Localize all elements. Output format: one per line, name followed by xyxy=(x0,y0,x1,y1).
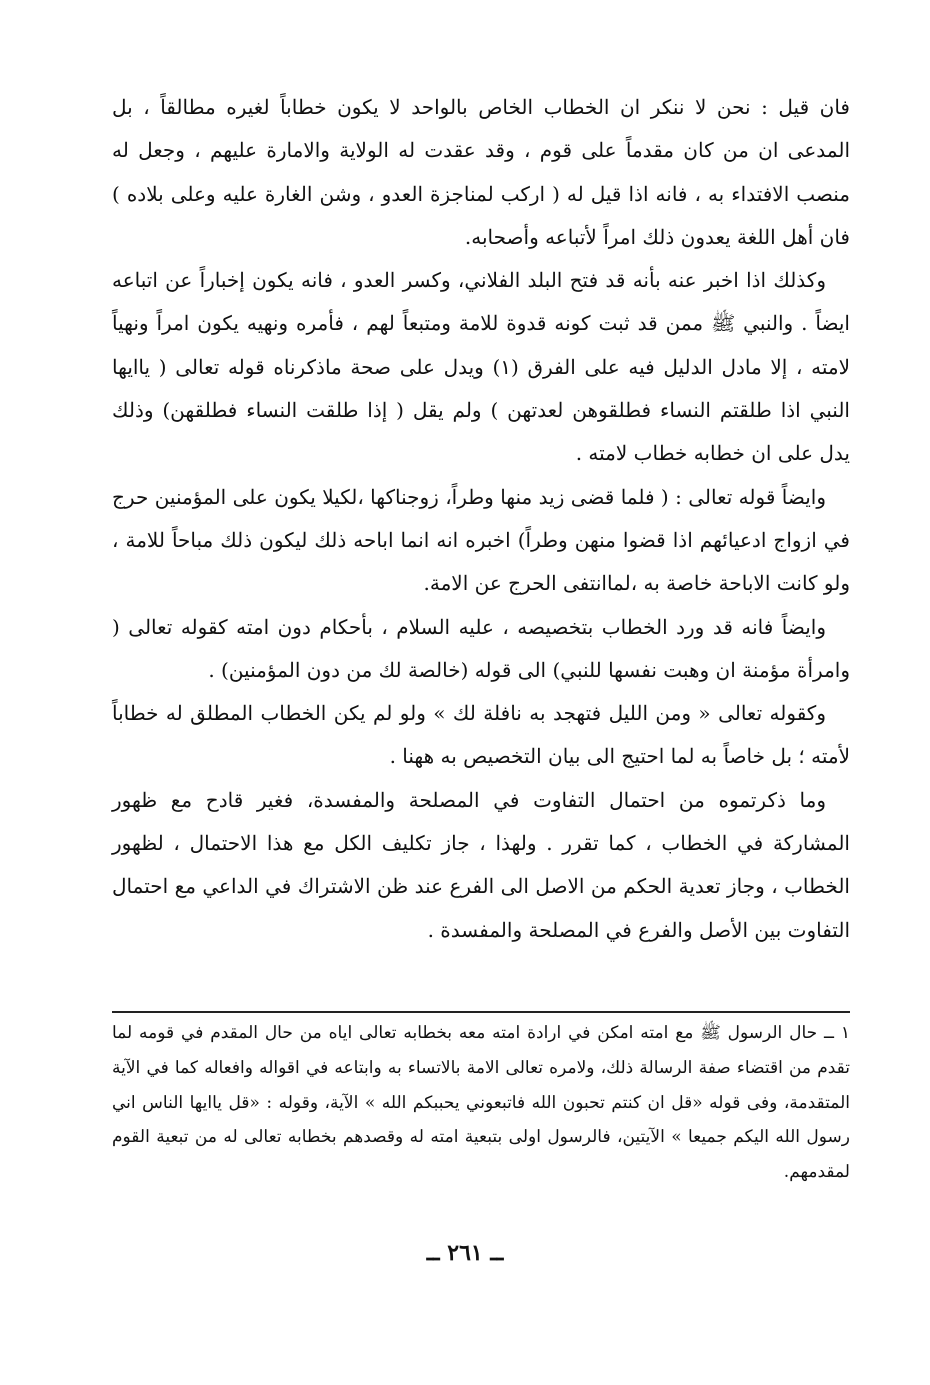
footnote-separator xyxy=(112,1011,850,1013)
paragraph-3: وايضاً قوله تعالى : ( فلما قضى زيد منها وطراً، زوجناكها ،لكيلا يكون على المؤمنين حرج في ازواج ادعيائهم اذا قضوا منهن وطراً) اخبره انه انما اباحه ذلك ليكون ذلك مباحاً للامة ، ولو كانت الاباحة خاصة به ،لماانتفى الحرج عن الامة. xyxy=(112,484,850,596)
paragraph-1: فان قيل : نحن لا ننكر ان الخطاب الخاص بالواحد لا يكون خطاباً لغيره مطالقاً ، بل المدعى ان من كان مقدماً على قوم ، وقد عقدت له الولاية والامارة عليهم ، وجعل له منصب الافتداء به ، فانه اذا قيل له ( اركب لمناجزة العدو ، وشن الغارة عليه وعلى بلاده ) فان أهل اللغة يعدون ذلك امراً لأتباعه وأصحابه. xyxy=(112,95,850,249)
footnote-text: ١ ــ حال الرسول ﷺ مع امته امكن في ارادة امته معه بخطابه تعالى اياه من حال المقدم في قومه لما تقدم من اقتضاء صفة الرسالة ذلك، ولامره تعالى الامة بالاتساء به وابتاعه في اقواله وافعاله كما في الآية المتقدمة، وفى قوله «قل ان كنتم تحبون الله فاتبعوني يحببكم الله » الآية، وقوله : «قل ياايها الناس اني رسول الله اليكم جميعا » الآيتين، فالرسول اولى بتبعية امته له وقصدهم بخطابه تعالى له من تبعية القوم لمقدمهم. xyxy=(112,1023,850,1183)
paragraph-4: وايضاً فانه قد ورد الخطاب بتخصيصه ، عليه السلام ، بأحكام دون امته كقوله تعالى ( وامرأة مؤمنة ان وهبت نفسها للنبي) الى قوله (خالصة لك من دون المؤمنين) . xyxy=(112,614,850,682)
footnote xyxy=(112,1016,850,1190)
paragraph-5: وكقوله تعالى « ومن الليل فتهجد به نافلة لك » ولو لم يكن الخطاب المطلق له خطاباً لأمته ؛ بل خاصاً به لما احتيج الى بيان التخصيص به ههنا . xyxy=(112,701,850,769)
main-text-body xyxy=(112,86,850,952)
page-number: ــ ٢٦١ ــ xyxy=(426,1240,504,1266)
paragraph-2: وكذلك اذا اخبر عنه بأنه قد فتح البلد الفلاني، وكسر العدو ، فانه يكون إخباراً عن اتباعه ايضاً . والنبي ﷺ ممن قد ثبت كونه قدوة للامة ومتبعاً لهم ، فأمره ونهيه يكون امراً ونهياً لامته ، إلا مادل الدليل فيه على الفرق (١) ويدل على صحة ماذكرناه قوله تعالى ( ياايها النبي اذا طلقتم النساء فطلقوهن لعدتهن ) ولم يقل ( إذا طلقت النساء فطلقهن) وذلك يدل على ان خطابه خطاب لامته . xyxy=(112,268,850,466)
paragraph-6: وما ذكرتموه من احتمال التفاوت في المصلحة والمفسدة، فغير قادح مع ظهور المشاركة في الخطاب ، كما تقرر . ولهذا ، جاز تكليف الكل مع هذا الاحتمال ، لظهور الخطاب ، وجاز تعدية الحكم من الاصل الى الفرع عند ظن الاشتراك في الداعي مع احتمال التفاوت بين الأصل والفرع في المصلحة والمفسدة . xyxy=(112,787,850,942)
